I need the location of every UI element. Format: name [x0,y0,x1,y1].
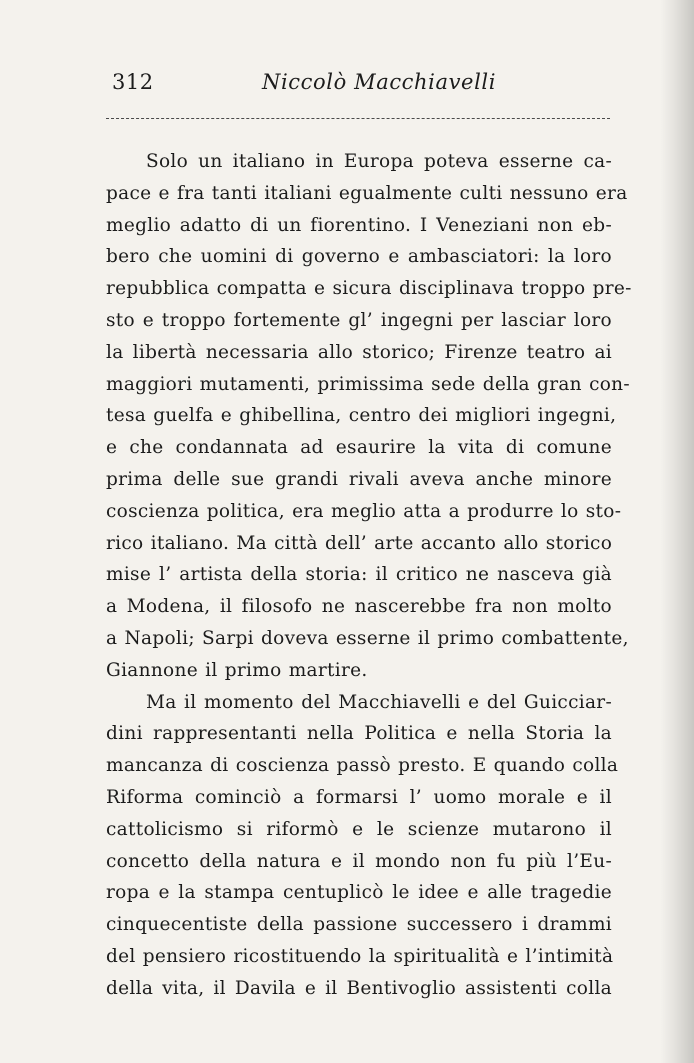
text-line: maggiori mutamenti, primissima sede della gran con- [106,373,630,395]
header-rule [106,118,610,119]
text-line: a Modena, il filosofo ne nascerebbe fra non molto [106,596,612,618]
text-line: tesa guelfa e ghibellina, centro dei migliori ingegni, [106,405,617,427]
text-line: pace e fra tanti italiani egualmente culti nessuno era [106,182,628,204]
text-line: meglio adatto di un fiorentino. I Veneziani non eb- [106,214,612,236]
text-line: mancanza di coscienza passò presto. E quando colla [106,755,619,777]
text-line: a Napoli; Sarpi doveva esserne il primo combattente, [106,627,629,649]
text-line: mise l’ artista della storia: il critico ne nasceva già [106,564,612,586]
text-line: Riforma cominciò a formarsi l’ uomo morale e il [106,786,612,808]
page-header [112,70,608,104]
text-line: repubblica compatta e sicura disciplinava troppo pre- [106,278,632,300]
text-line: rico italiano. Ma città dell’ arte accanto allo storico [106,532,613,554]
text-line: cinquecentiste della passione successero i drammi [106,914,612,936]
text-line: Solo un italiano in Europa poteva esserne ca- [146,151,612,172]
text-line: concetto della natura e il mondo non fu più l’Eu- [106,850,612,872]
text-line: del pensiero ricostituendo la spiritualità e l’intimità [106,945,614,967]
body-text [106,146,632,1005]
text-line: e che condannata ad esaurire la vita di comune [106,437,612,459]
running-title: Niccolò Macchiavelli [262,70,497,94]
text-line: prima delle sue grandi rivali aveva anche minore [106,468,612,490]
text-line: bero che uomini di governo e ambasciatori: la loro [106,246,612,268]
paragraph-1 [106,146,632,687]
text-line: Giannone il primo martire. [106,659,368,681]
text-line: la libertà necessaria allo storico; Firenze teatro ai [106,341,612,363]
text-line: dini rappresentanti nella Politica e nella Storia la [106,723,612,745]
text-line: della vita, il Davila e il Bentivoglio assistenti colla [106,977,612,999]
text-line: coscienza politica, era meglio atta a produrre lo sto- [106,500,622,522]
text-line: Ma il momento del Macchiavelli e del Guicciar- [146,691,612,713]
spine-shadow [660,0,694,1063]
text-line: ropa e la stampa centuplicò le idee e alle tragedie [106,882,612,904]
text-line: cattolicismo si riformò e le scienze mutarono il [106,818,612,840]
paragraph-2 [106,687,619,1005]
page-number: 312 [112,70,154,94]
text-line: sto e troppo fortemente gl’ ingegni per lasciar loro [106,309,612,331]
